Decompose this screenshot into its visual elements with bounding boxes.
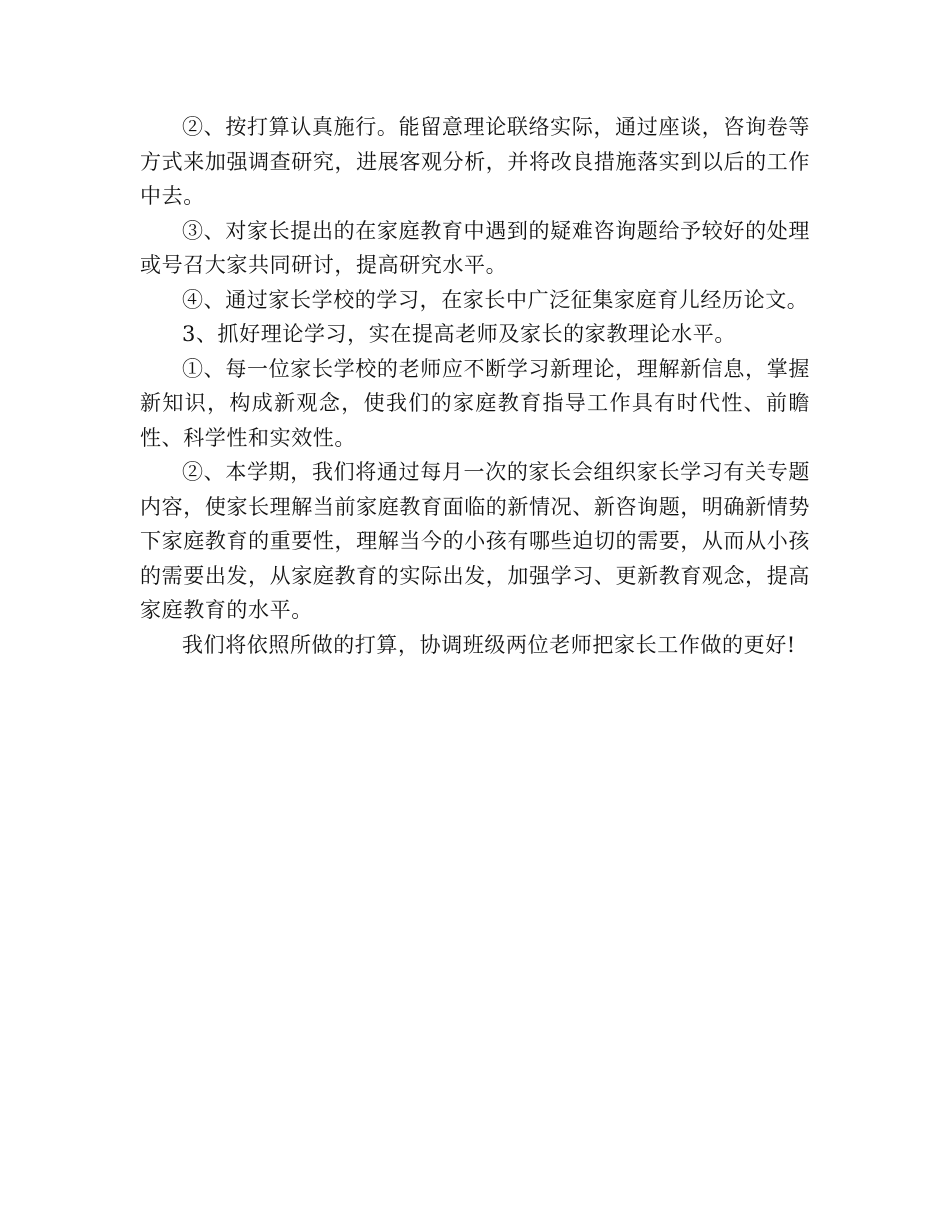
paragraph-parent-meetings: ②、本学期，我们将通过每月一次的家长会组织家长学习有关专题内容，使家长理解当前家庭教育面临的新情况、新咨询题，明确新情势下家庭教育的重要性，理解当今的小孩有哪些迫切的需要，从而从小孩的需要出发，从家庭教育的实际出发，加强学习、更新教育观念，提高家庭教育的水平。 [140,460,810,622]
document-body [140,110,810,662]
paragraph-closing: 我们将依照所做的打算，协调班级两位老师把家长工作做的更好! [182,632,796,657]
paragraph-teacher-learning: ①、每一位家长学校的老师应不断学习新理论，理解新信息，掌握新知识，构成新观念，使我们的家庭教育指导工作具有时代性、前瞻性、科学性和实效性。 [140,356,810,450]
paragraph-collect-essays: ④、通过家长学校的学习，在家长中广泛征集家庭育儿经历论文。 [182,287,809,312]
paragraph-implement-plan: ②、按打算认真施行。能留意理论联络实际，通过座谈，咨询卷等方式来加强调查研究，进展客观分析，并将改良措施落实到以后的工作中去。 [140,115,810,208]
paragraph-theory-study-heading: 3、抓好理论学习，实在提高老师及家长的家教理论水平。 [182,322,736,346]
paragraph-parent-questions: ③、对家长提出的在家庭教育中遇到的疑难咨询题给予较好的处理或号召大家共同研讨，提高研究水平。 [140,218,810,277]
